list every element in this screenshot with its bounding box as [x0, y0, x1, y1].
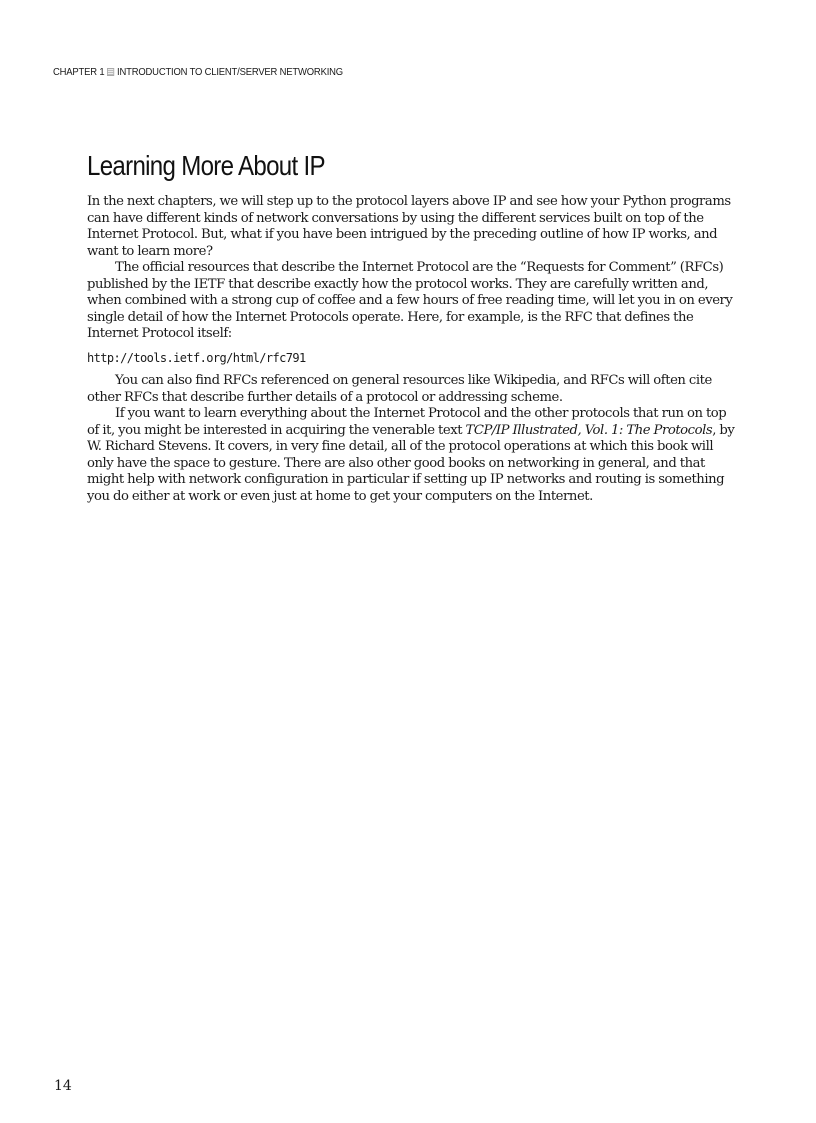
section-title: Learning More About IP	[87, 150, 325, 181]
running-head-chapter: CHAPTER 1	[53, 66, 105, 78]
book-text-after: , by W. Richard Stevens. It covers, in very fine detail, all of the protocol operations at which this book will only have the space to gesture. There are also other good books on networking in general, and that might help with network configuration in particular if setting up IP networks and routing is something you do either at work or even just at home to get your computers on the Internet.	[87, 422, 735, 504]
book-text-before: If you want to learn everything about the Internet Protocol and the other protocols that run on top of it, you might be interested in acquiring the venerable text	[87, 406, 727, 438]
rfc-url: http://tools.ietf.org/html/rfc791	[87, 350, 306, 365]
page-number: 14	[54, 1078, 72, 1094]
paragraph-book-recommendation	[87, 406, 737, 505]
paragraph-rfc-resources: The official resources that describe the Internet Protocol are the “Requests for Comment” (RFCs) published by the IETF that describe exactly how the protocol works. They are carefully written and, when combined with a strong cup of coffee and a few hours of free reading time, will let you in on every single detail of how the Internet Protocols operate. Here, for example, is the RFC that defines the Internet Protocol itself:	[87, 260, 733, 341]
paragraph-intro: In the next chapters, we will step up to the protocol layers above IP and see how your Python programs can have different kinds of network conversations by using the different services built on top of the Internet Protocol. But, what if you have been intrigued by the preceding outline of how IP works, and want to learn more?	[87, 194, 731, 259]
book-title: TCP/IP Illustrated, Vol. 1: The Protocols	[465, 422, 713, 438]
running-head-title: INTRODUCTION TO CLIENT/SERVER NETWORKING	[117, 66, 343, 78]
body-text	[87, 194, 737, 505]
separator-square-icon	[107, 68, 114, 76]
paragraph-wikipedia: You can also find RFCs referenced on general resources like Wikipedia, and RFCs will often cite other RFCs that describe further details of a protocol or addressing scheme.	[87, 373, 712, 405]
running-head	[53, 66, 343, 78]
